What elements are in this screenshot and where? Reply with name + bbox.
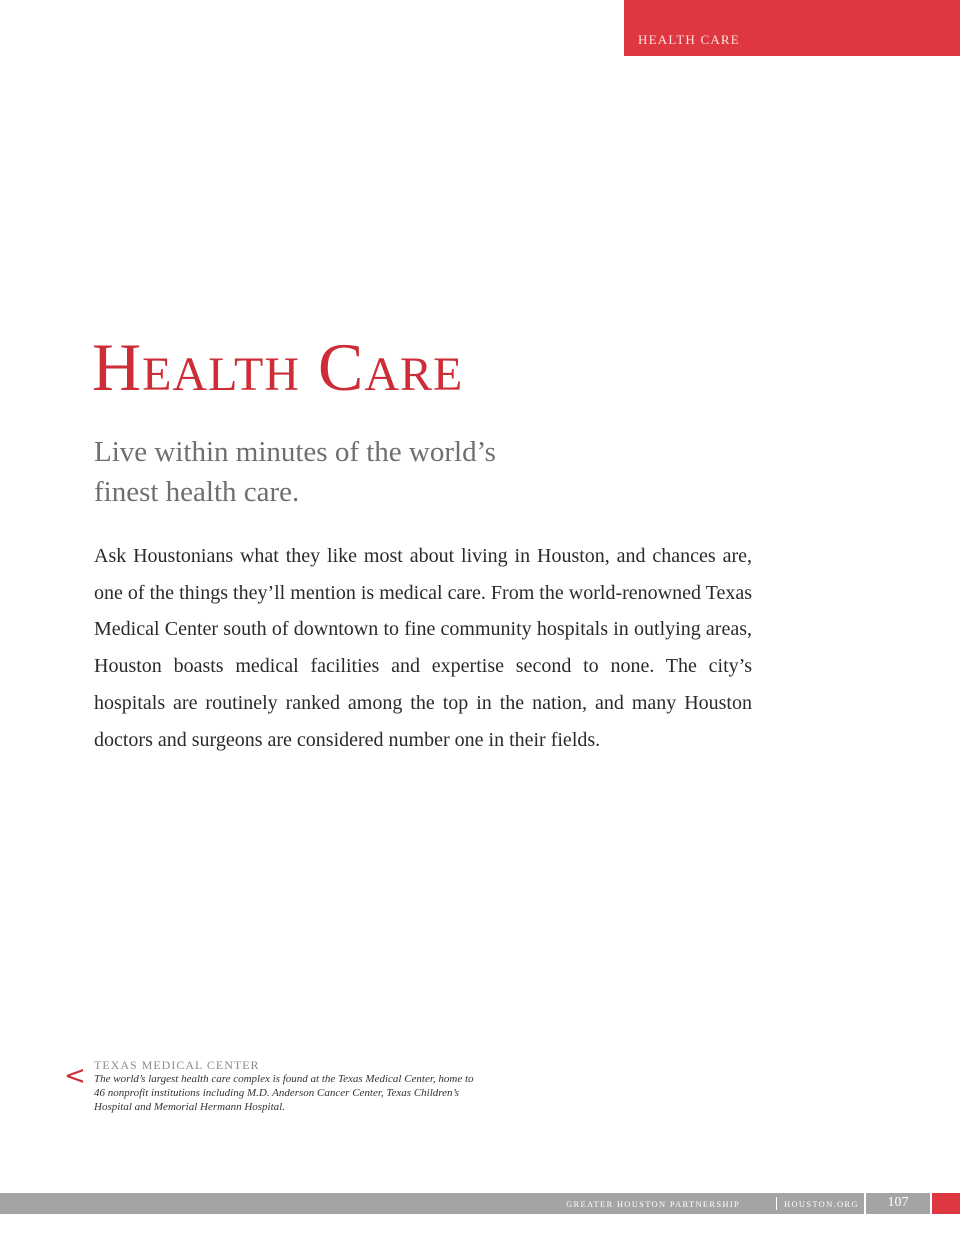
caption-heading: TEXAS MEDICAL CENTER	[94, 1058, 260, 1072]
caption-text: The world’s largest health care complex is found at the Texas Medical Center, home to 46 nonprofit institutions including M.D. Anderson Cancer Center, Texas Children’s Hospital and Memorial Hermann Hospital.	[94, 1073, 474, 1114]
section-tab	[624, 0, 960, 56]
body-paragraph: Ask Houstonians what they like most about living in Houston, and chances are, one of the things they’ll mention is medical care. From the world-renowned Texas Medical Center south of downtown to fine community hospitals in outlying areas, Houston boasts medical facilities and expertise second to none. The city’s hospitals are routinely ranked among the top in the nation, and many Houston doctors and surgeons are considered number one in their fields.	[94, 545, 752, 751]
subtitle: Live within minutes of the world’s finest health care.	[94, 436, 496, 508]
footer-url: HOUSTON.ORG	[784, 1199, 859, 1209]
section-label: HEALTH CARE	[638, 32, 740, 47]
footer-separator	[776, 1197, 777, 1210]
footer-bar	[0, 1193, 930, 1214]
caption-arrow-icon: <	[64, 1061, 86, 1091]
footer-accent	[932, 1193, 960, 1214]
page-number: 107	[887, 1195, 909, 1210]
page-title: Health Care	[92, 329, 464, 405]
footer-organization: GREATER HOUSTON PARTNERSHIP	[566, 1199, 740, 1209]
